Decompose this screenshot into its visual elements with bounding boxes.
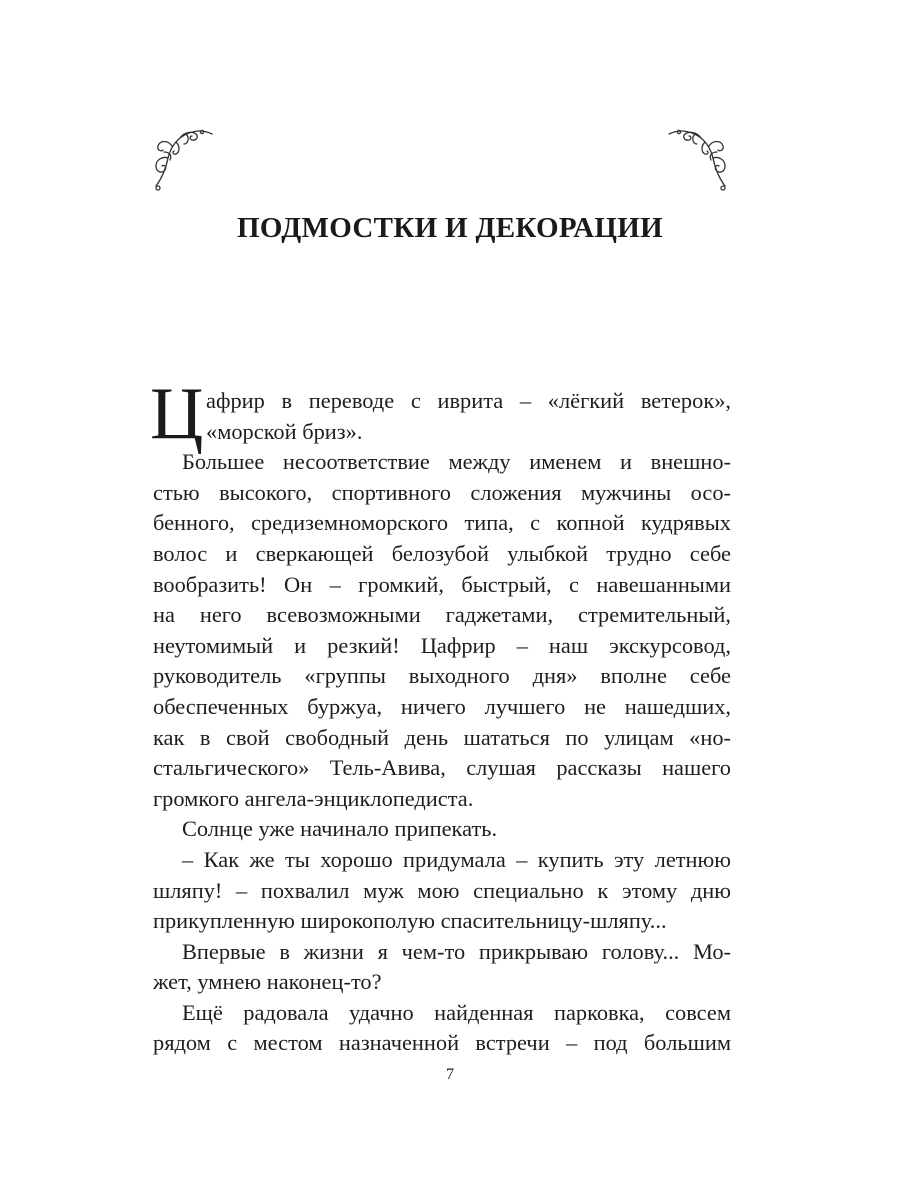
text-line: прикупленную широкополую спасительницу-шляпу...: [153, 908, 667, 934]
text-line: неутомимый и резкий! Цафрир – наш экскурсовод,: [153, 632, 731, 658]
text-line: на него всевозможными гаджетами, стремительный,: [153, 602, 731, 628]
text-line: стью высокого, спортивного сложения мужчины осо-: [153, 479, 731, 505]
text-line: Большее несоответствие между именем и внешно-: [182, 449, 731, 475]
text-line: бенного, средиземноморского типа, с копной кудрявых: [153, 510, 731, 536]
corner-ornament-right-icon: [667, 126, 731, 192]
text-line: как в свой свободный день шататься по улицам «но-: [153, 724, 731, 750]
text-line: обеспеченных буржуа, ничего лучшего не нашедших,: [153, 693, 731, 719]
text-line: Впервые в жизни я чем-то прикрываю голову... Мо-: [182, 938, 731, 964]
text-line: жет, умнею наконец-то?: [153, 969, 382, 995]
text-line: вообразить! Он – громкий, быстрый, с навешанными: [153, 571, 731, 597]
body-text: [150, 373, 731, 1059]
text-line: стальгического» Тель-Авива, слушая рассказы нашего: [153, 755, 731, 781]
drop-cap: Ц: [150, 373, 204, 455]
text-line: Солнце уже начинало припекать.: [182, 816, 498, 842]
text-line: громкого ангела-энциклопедиста.: [153, 785, 474, 811]
text-line: «морской бриз».: [206, 418, 363, 444]
chapter-title: ПОДМОСТКИ И ДЕКОРАЦИИ: [237, 212, 663, 244]
text-line: – Как же ты хорошо придумала – купить эту летнюю: [182, 846, 731, 872]
text-line: Ещё радовала удачно найденная парковка, совсем: [182, 999, 731, 1025]
text-line: волос и сверкающей белозубой улыбкой трудно себе: [153, 540, 731, 566]
text-line: африр в переводе с иврита – «лёгкий ветерок»,: [206, 388, 731, 413]
text-line: рядом с местом назначенной встречи – под большим: [153, 1030, 731, 1056]
page-number: 7: [446, 1066, 454, 1083]
corner-ornament-left-icon: [150, 126, 214, 192]
text-line: шляпу! – похвалил муж мою специально к этому дню: [153, 877, 731, 903]
text-line: руководитель «группы выходного дня» вполне себе: [153, 663, 731, 689]
